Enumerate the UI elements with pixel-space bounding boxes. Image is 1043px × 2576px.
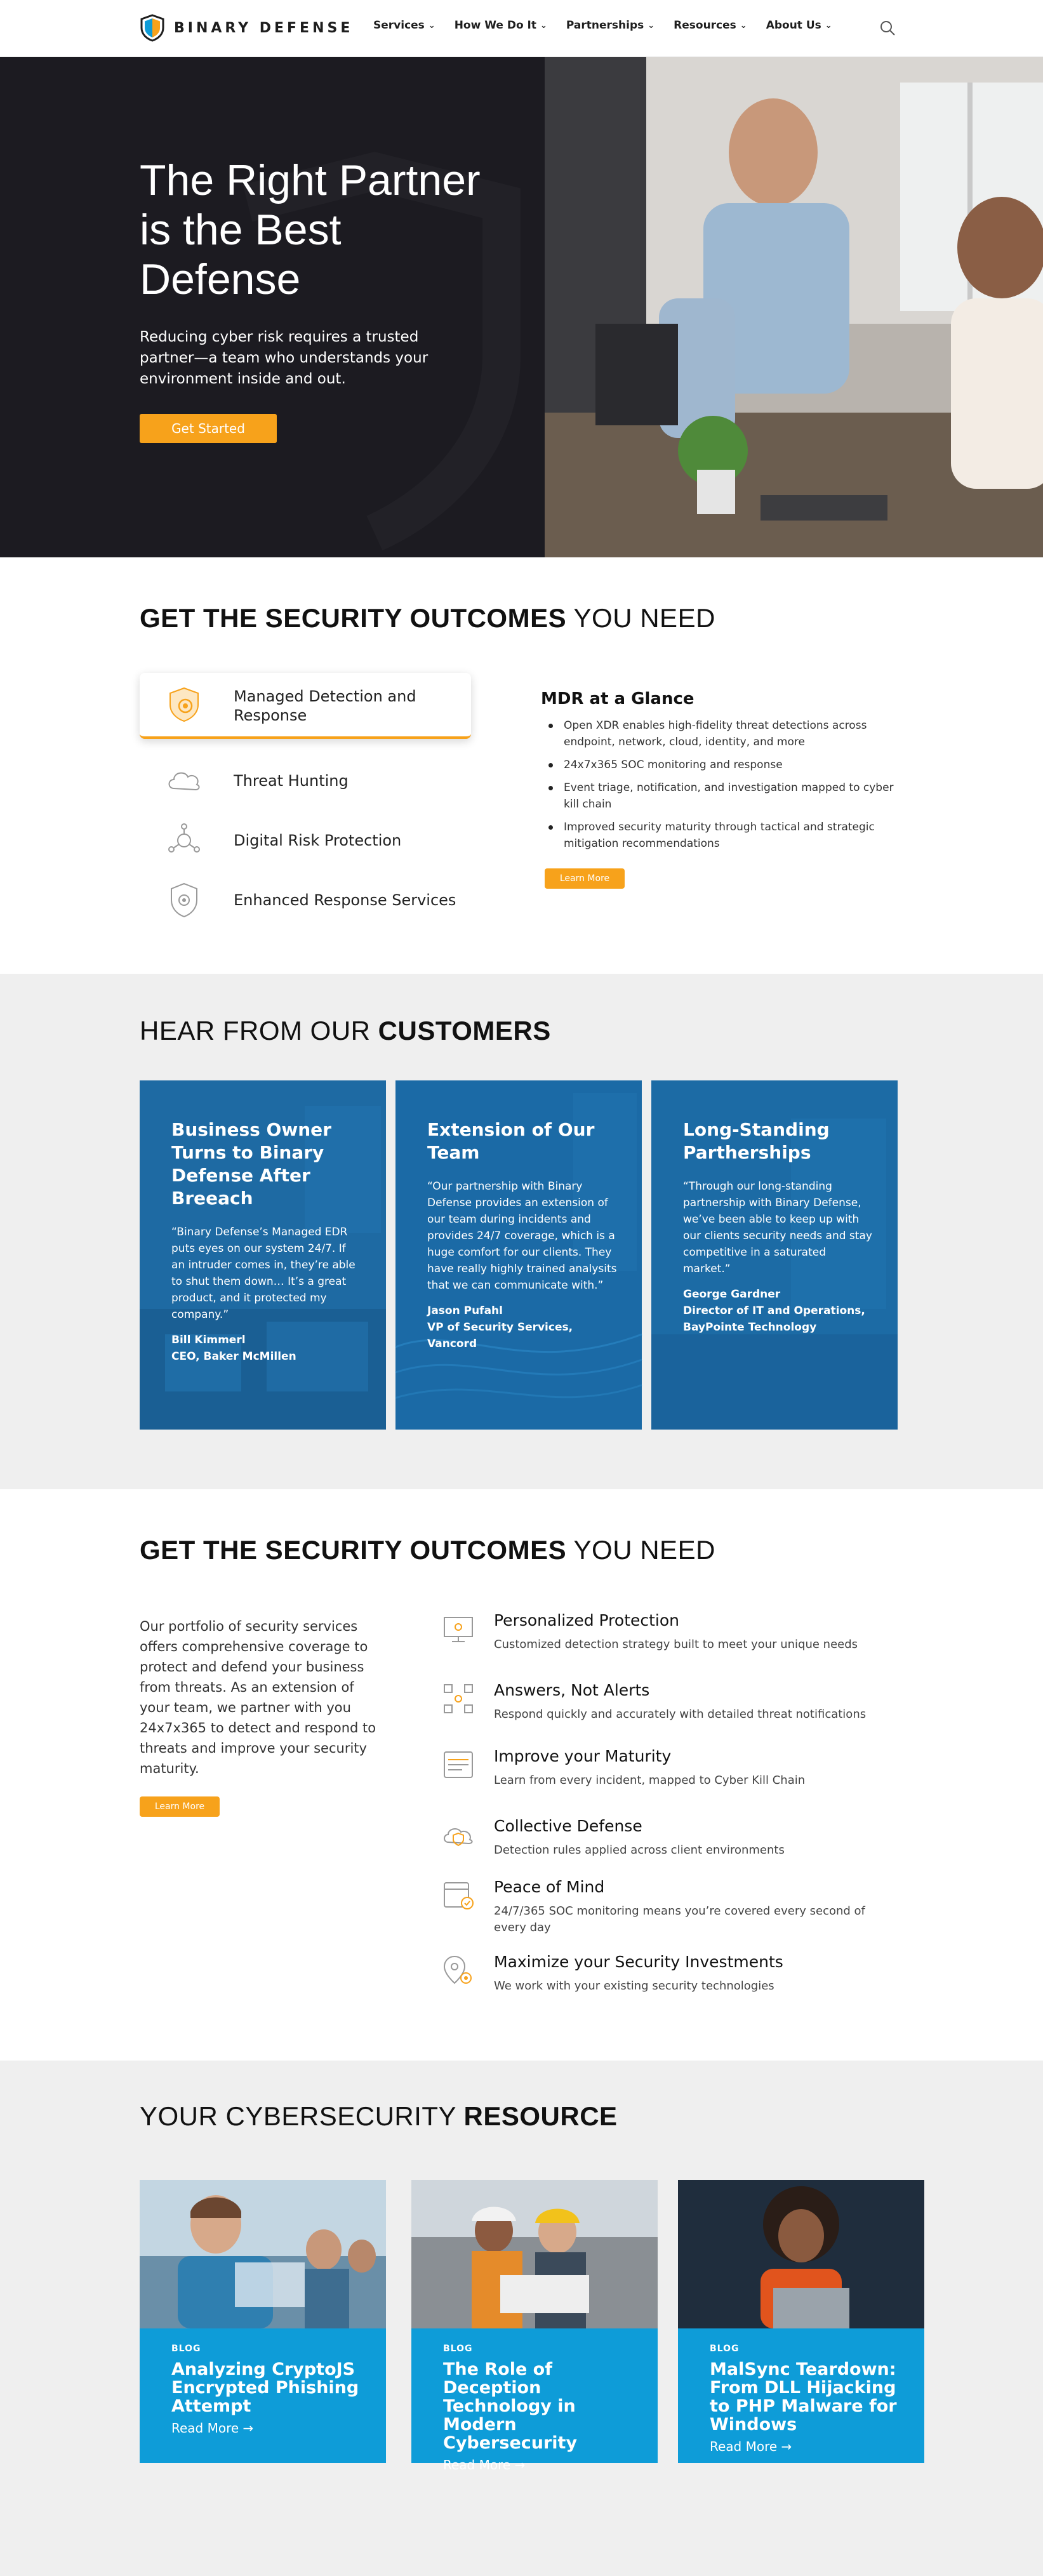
heading-bold: RESOURCE: [463, 2101, 618, 2131]
resource-body: [171, 2344, 362, 2436]
get-started-button[interactable]: Get Started: [140, 414, 277, 443]
heading-light: YOU NEED: [566, 1535, 715, 1565]
search-icon[interactable]: [879, 19, 896, 37]
woman-laptop-image: [678, 2180, 924, 2328]
outcomes-section: [0, 557, 1043, 974]
portfolio-text: Our portfolio of security services offers comprehensive coverage to protect and defend your business from threats. As an extension of your team, we partner with you 24x7x365 to detect and respond to threats and improve your security maturity.: [140, 1619, 376, 1776]
mdr-learn-more-button[interactable]: Learn More: [545, 868, 625, 889]
service-label: Digital Risk Protection: [234, 832, 402, 849]
engineers-hardhat-image: [411, 2180, 658, 2328]
heading-light: YOU NEED: [566, 603, 715, 633]
feature-desc: Learn from every incident, mapped to Cyber Kill Chain: [494, 1774, 806, 1787]
network-icon: [441, 1681, 476, 1716]
nav-how-we-do-it[interactable]: [455, 19, 547, 32]
feature-item: [441, 1878, 923, 1934]
testimonial-content: [427, 1119, 618, 1352]
testimonial-content: [683, 1119, 874, 1336]
testimonial-name: Jason Pufahl: [427, 1305, 503, 1317]
feature-desc: Detection rules applied across client environments: [494, 1843, 785, 1857]
testimonial-role: Director of IT and Operations, BayPointe Technology: [683, 1305, 865, 1334]
heading-light: YOUR CYBERSECURITY: [140, 2101, 464, 2131]
section-heading: [140, 1535, 715, 1565]
outcomes-section-2: [0, 1489, 1043, 2061]
hero-title: The Right Partner is the Best Defense: [140, 156, 481, 303]
resource-title: MalSync Teardown: From DLL Hijacking to PHP Malware for Windows: [710, 2360, 897, 2434]
logo-text: BINARY DEFENSE: [174, 20, 354, 36]
service-tab-mdr[interactable]: [140, 673, 471, 739]
nav-label: About Us: [766, 19, 821, 32]
section-heading: [140, 1016, 551, 1046]
resource-body: [710, 2344, 900, 2454]
resource-title: Analyzing CryptoJS Encrypted Phishing Attempt: [171, 2360, 359, 2416]
cloud-icon: [164, 760, 204, 801]
nav-label: Partnerships: [566, 19, 644, 32]
service-label: Threat Hunting: [234, 772, 349, 790]
feature-item: [441, 1611, 923, 1662]
section-heading: [140, 603, 715, 634]
nav-about-us[interactable]: [766, 19, 832, 32]
testimonial-card: [140, 1080, 386, 1430]
testimonial-quote: “Our partnership with Binary Defense provides an extension of our team during incidents and provides 24/7 coverage, which is a huge comfort for our clients. They have really highly trained analysits that we can communicate with.”: [427, 1180, 617, 1292]
resource-title: The Role of Deception Technology in Modern Cybersecurity: [443, 2360, 578, 2453]
resource-card[interactable]: [411, 2180, 658, 2473]
testimonial-quote: “Through our long-standing partnership with Binary Defense, we’ve been able to keep up with our clients security needs and stay competitive in a saturated market.”: [683, 1180, 872, 1275]
cloud-shield-icon: [441, 1817, 476, 1852]
service-label: Enhanced Response Services: [234, 891, 456, 909]
testimonial-name: George Gardner: [683, 1288, 781, 1301]
resource-body: [443, 2344, 634, 2473]
nav-partnerships[interactable]: [566, 19, 654, 32]
document-icon: [441, 1747, 476, 1783]
service-tab-digital-risk[interactable]: [140, 820, 471, 861]
resource-tag: BLOG: [710, 2344, 740, 2354]
testimonial-title: Long-Standing Partherships: [683, 1119, 830, 1163]
testimonial-role: CEO, Baker McMillen: [171, 1350, 296, 1363]
monitor-icon: [441, 1611, 476, 1647]
testimonial-content: [171, 1119, 362, 1365]
nav-label: Services: [373, 19, 425, 32]
feature-title: Answers, Not Alerts: [494, 1681, 650, 1699]
feature-title: Improve your Maturity: [494, 1747, 672, 1765]
feature-title: Peace of Mind: [494, 1878, 605, 1896]
nav-label: How We Do It: [454, 19, 536, 32]
shield-logo-icon: [140, 14, 165, 42]
feature-item: [441, 1953, 923, 2003]
read-more-link[interactable]: Read More →: [710, 2439, 792, 2454]
list-item: Open XDR enables high-fidelity threat detections across endpoint, network, cloud, identity, and more: [545, 717, 907, 750]
resource-card[interactable]: [140, 2180, 386, 2463]
shield-gear-icon: [164, 880, 204, 920]
section-heading: [140, 2101, 618, 2132]
chevron-down-icon: ⌄: [648, 20, 655, 30]
feature-item: [441, 1681, 923, 1732]
testimonial-card: [651, 1080, 898, 1430]
hero-photo: [545, 57, 1043, 557]
network-nodes-icon: [164, 820, 204, 861]
logo[interactable]: [140, 14, 353, 42]
feature-title: Collective Defense: [494, 1817, 642, 1835]
feature-title: Personalized Protection: [494, 1611, 680, 1630]
calendar-check-icon: [441, 1878, 476, 1913]
testimonial-name: Bill Kimmerl: [171, 1334, 246, 1346]
chevron-down-icon: ⌄: [428, 20, 435, 30]
chevron-down-icon: ⌄: [540, 20, 547, 30]
shield-target-icon: [164, 684, 204, 725]
testimonial-card: [395, 1080, 642, 1430]
read-more-link[interactable]: Read More →: [171, 2420, 254, 2436]
service-tab-threat-hunting[interactable]: [140, 760, 471, 801]
resources-section: [0, 2061, 1043, 2576]
feature-desc: 24/7/365 SOC monitoring means you’re covered every second of every day: [494, 1904, 865, 1934]
site-header: [0, 0, 1043, 57]
feature-desc: Customized detection strategy built to meet your unique needs: [494, 1638, 858, 1651]
list-item: Improved security maturity through tactical and strategic mitigation recommendations: [545, 819, 907, 852]
heading-bold: CUSTOMERS: [378, 1016, 551, 1046]
resource-card[interactable]: [678, 2180, 924, 2463]
hero-subtitle: Reducing cyber risk requires a trusted partner—a team who understands your environment inside and out.: [140, 329, 428, 387]
nurse-tablet-image: [140, 2180, 386, 2328]
office-meeting-image: [545, 57, 1043, 557]
feature-desc: Respond quickly and accurately with detailed threat notifications: [494, 1708, 867, 1721]
heading-light: HEAR FROM OUR: [140, 1016, 378, 1046]
location-gear-icon: [441, 1953, 476, 1988]
testimonial-title: Business Owner Turns to Binary Defense After Breeach: [171, 1119, 331, 1209]
hero: [0, 57, 1043, 557]
main-nav: [373, 19, 832, 32]
nav-services[interactable]: [373, 19, 435, 32]
learn-more-button[interactable]: Learn More: [140, 1796, 220, 1817]
list-item: 24x7x365 SOC monitoring and response: [545, 757, 907, 773]
testimonial-quote: “Binary Defense’s Managed EDR puts eyes on our system 24/7. If an intruder comes in, they’re able to shut them down… It’s a great product, and it protected my company.”: [171, 1226, 355, 1321]
feature-item: [441, 1747, 923, 1798]
service-tab-enhanced-response[interactable]: [140, 880, 471, 920]
nav-label: Resources: [674, 19, 736, 32]
resource-tag: BLOG: [443, 2344, 473, 2354]
feature-title: Maximize your Security Investments: [494, 1953, 783, 1971]
resource-tag: BLOG: [171, 2344, 201, 2354]
chevron-down-icon: ⌄: [740, 20, 747, 30]
mdr-title: MDR at a Glance: [541, 689, 694, 708]
testimonial-title: Extension of Our Team: [427, 1119, 595, 1163]
list-item: Event triage, notification, and investigation mapped to cyber kill chain: [545, 780, 907, 813]
read-more-link[interactable]: Read More →: [443, 2457, 526, 2473]
feature-item: [441, 1817, 923, 1868]
customers-section: [0, 974, 1043, 1489]
feature-desc: We work with your existing security technologies: [494, 1979, 774, 1993]
testimonial-role: VP of Security Services, Vancord: [427, 1321, 573, 1350]
nav-resources[interactable]: [674, 19, 747, 32]
heading-bold: GET THE SECURITY OUTCOMES: [140, 603, 567, 633]
heading-bold: GET THE SECURITY OUTCOMES: [140, 1535, 567, 1565]
mdr-bullet-list: [545, 717, 907, 858]
chevron-down-icon: ⌄: [825, 20, 832, 30]
service-label: Managed Detection and Response: [234, 687, 416, 724]
